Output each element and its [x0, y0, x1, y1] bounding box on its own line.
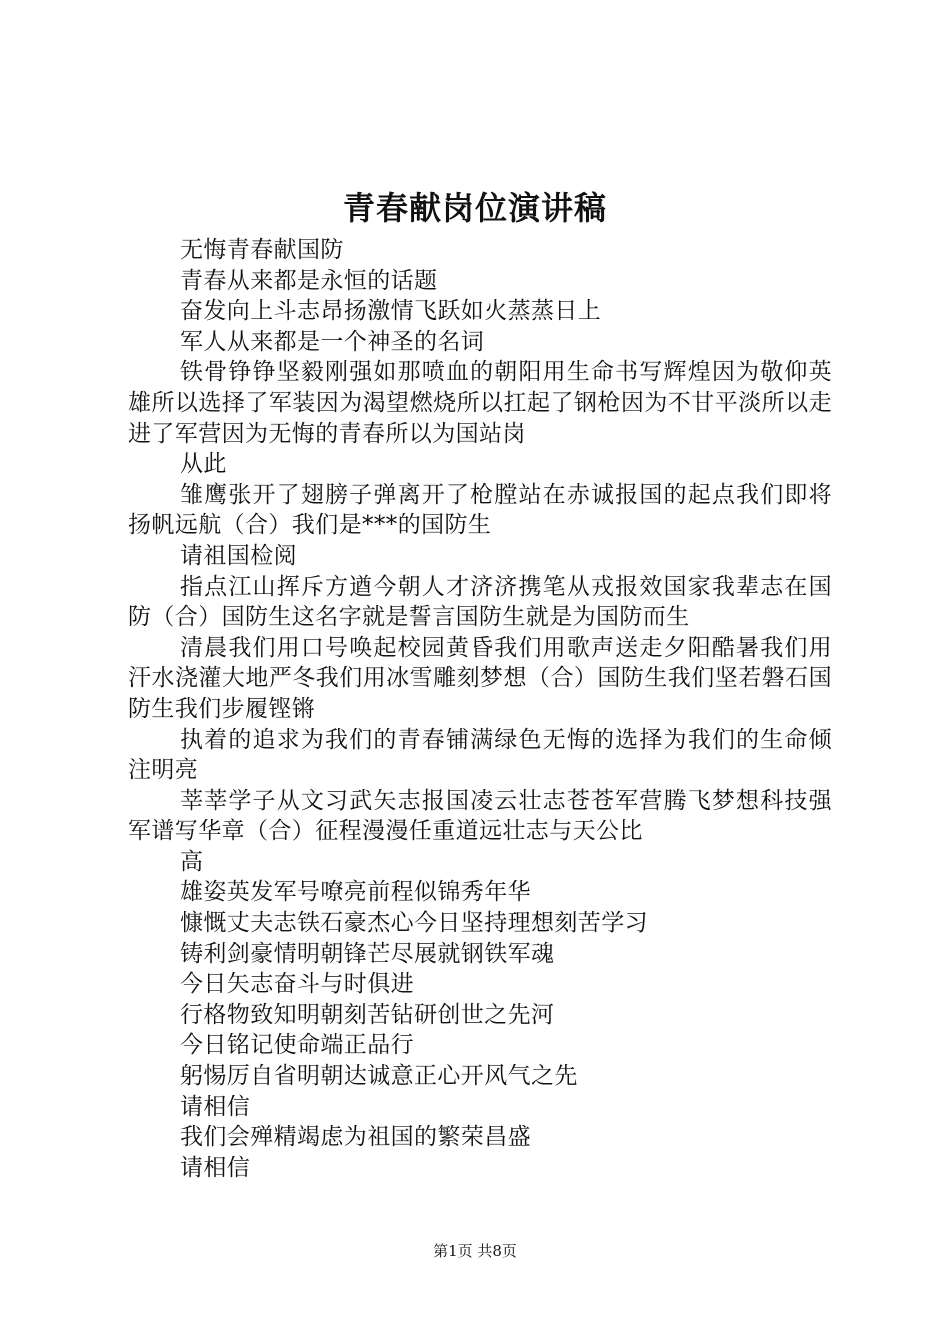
- document-title: 青春献岗位演讲稿: [342, 189, 607, 227]
- paragraph: 莘莘学子从文习武矢志报国凌云壮志苍苍军营腾飞梦想科技强军谱写华章（合）征程漫漫任重道远壮志与天公比: [128, 787, 832, 845]
- paragraph: 军人从来都是一个神圣的名词: [180, 328, 485, 355]
- paragraph: 我们会殚精竭虑为祖国的繁荣昌盛: [180, 1124, 531, 1151]
- paragraph: 今日铭记使命端正品行: [180, 1032, 414, 1059]
- paragraph: 请祖国检阅: [180, 542, 297, 569]
- paragraph: 执着的追求为我们的青春铺满绿色无悔的选择为我们的生命倾注明亮: [128, 726, 832, 784]
- paragraph: 铁骨铮铮坚毅刚强如那喷血的朝阳用生命书写辉煌因为敬仰英雄所以选择了军装因为渴望燃烧所以扛起了钢枪因为不甘平淡所以走进了军营因为无悔的青春所以为国站岗: [128, 359, 832, 447]
- paragraph: 青春从来都是永恒的话题: [180, 267, 438, 294]
- paragraph: 行格物致知明朝刻苦钻研创世之先河: [180, 1001, 555, 1028]
- paragraph: 奋发向上斗志昂扬激情飞跃如火蒸蒸日上: [180, 298, 602, 325]
- paragraph: 雄姿英发军号嘹亮前程似锦秀年华: [180, 879, 531, 906]
- paragraph: 慷慨丈夫志铁石豪杰心今日坚持理想刻苦学习: [180, 910, 648, 937]
- paragraph: 请相信: [180, 1093, 251, 1120]
- paragraph: 从此: [180, 451, 227, 478]
- paragraph: 指点江山挥斥方遒今朝人才济济携笔从戎报效国家我辈志在国防（合）国防生这名字就是誓言国防生就是为国防而生: [128, 573, 832, 631]
- paragraph: 今日矢志奋斗与时俱进: [180, 971, 414, 998]
- paragraph: 高: [180, 848, 204, 875]
- paragraph: 铸利剑豪情明朝锋芒尽展就钢铁军魂: [180, 940, 555, 967]
- paragraph: 请相信: [180, 1154, 251, 1181]
- paragraph: 躬惕厉自省明朝达诚意正心开风气之先: [180, 1063, 578, 1090]
- paragraph: 雏鹰张开了翅膀子弹离开了枪膛站在赤诚报国的起点我们即将扬帆远航（合）我们是***的国防生: [128, 481, 832, 539]
- paragraph: 清晨我们用口号唤起校园黄昏我们用歌声送走夕阳酷暑我们用汗水浇灌大地严冬我们用冰雪雕刻梦想（合）国防生我们坚若磐石国防生我们步履铿锵: [128, 634, 832, 722]
- page-footer: 第1页 共8页: [433, 1242, 517, 1260]
- paragraph: 无悔青春献国防: [180, 237, 344, 263]
- document-body: [128, 235, 832, 1183]
